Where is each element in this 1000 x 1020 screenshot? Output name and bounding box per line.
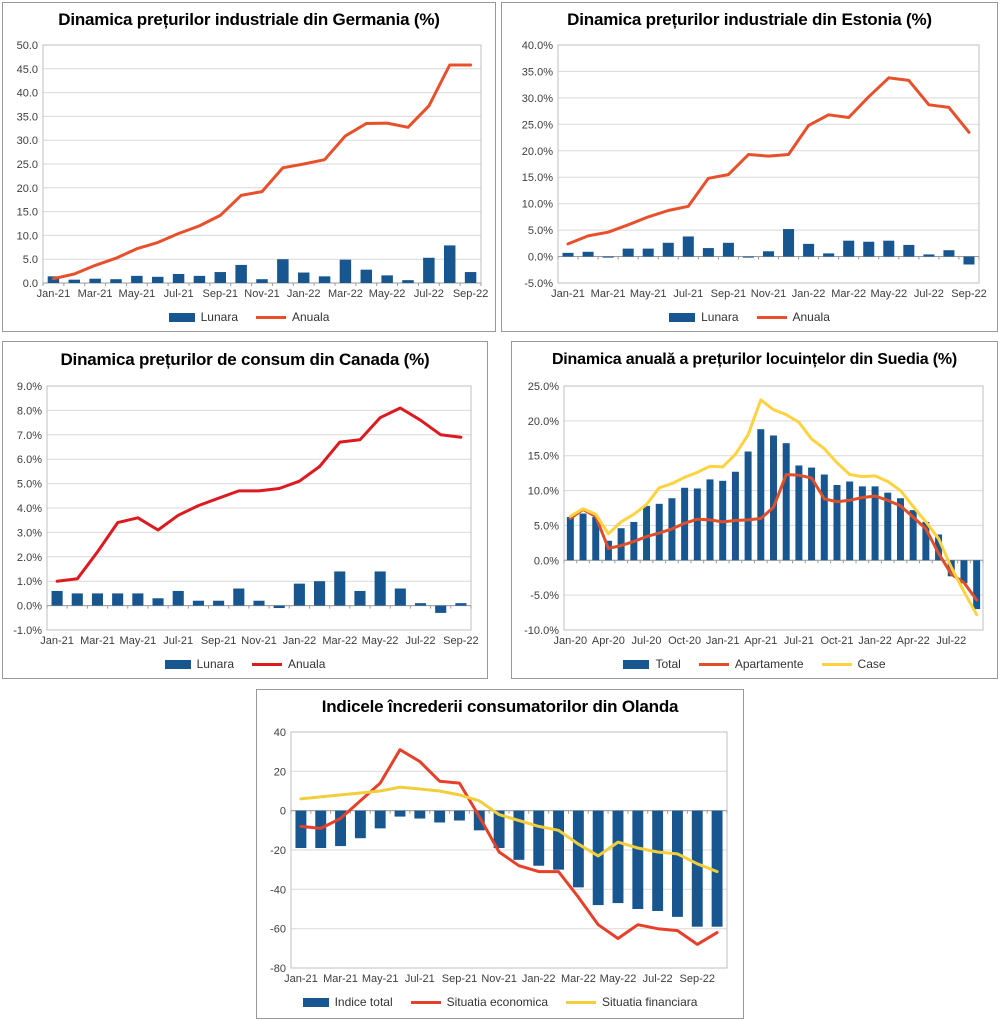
svg-text:40.0: 40.0 [16, 87, 38, 100]
svg-text:0.0%: 0.0% [533, 555, 559, 568]
svg-text:Jul-21: Jul-21 [163, 288, 194, 300]
svg-text:Sep-22: Sep-22 [679, 973, 716, 985]
svg-text:0.0%: 0.0% [527, 251, 553, 264]
chart-title-canada: Dinamica prețurilor de consum din Canada (%) [60, 350, 430, 369]
svg-text:Oct-20: Oct-20 [668, 635, 702, 647]
svg-text:0: 0 [279, 805, 286, 818]
svg-text:Jul-22: Jul-22 [413, 288, 444, 300]
svg-text:3.0%: 3.0% [16, 527, 42, 540]
svg-text:Apr-22: Apr-22 [896, 635, 930, 647]
svg-text:Jul-22: Jul-22 [913, 288, 944, 300]
svg-text:Jul-21: Jul-21 [673, 288, 704, 300]
chart-panel-canada [2, 341, 488, 679]
svg-text:-10.0%: -10.0% [524, 625, 559, 637]
chart-panel-suedia [511, 341, 998, 679]
svg-text:-20: -20 [270, 845, 286, 857]
svg-text:Jan-22: Jan-22 [286, 288, 321, 300]
chart-plot-suedia [512, 378, 997, 650]
svg-text:Mar-22: Mar-22 [327, 288, 363, 300]
svg-text:May-22: May-22 [361, 635, 399, 647]
svg-text:May-21: May-21 [119, 635, 157, 647]
svg-text:May-21: May-21 [118, 288, 156, 300]
svg-text:0.0%: 0.0% [16, 600, 42, 613]
svg-text:Sep-21: Sep-21 [710, 288, 747, 300]
legend-item-situatia-economica [411, 995, 548, 1009]
svg-text:Jul-22: Jul-22 [642, 973, 673, 985]
svg-text:2.0%: 2.0% [16, 551, 42, 564]
svg-text:10.0%: 10.0% [521, 198, 553, 211]
svg-text:May-22: May-22 [870, 288, 908, 300]
legend-line-swatch [822, 663, 852, 666]
legend-bar-swatch [623, 660, 649, 669]
legend-label: Total [655, 657, 681, 671]
chart-legend-germania [3, 303, 495, 331]
svg-text:30.0%: 30.0% [521, 92, 553, 105]
svg-text:-60: -60 [270, 923, 286, 936]
legend-label: Situatia financiara [602, 995, 698, 1009]
legend-item-lunara [165, 657, 234, 671]
svg-text:Nov-21: Nov-21 [750, 288, 787, 300]
legend-line-swatch [256, 316, 286, 319]
legend-label: Lunara [196, 657, 234, 671]
svg-text:-1.0%: -1.0% [13, 625, 42, 637]
svg-text:1.0%: 1.0% [16, 576, 42, 589]
legend-bar-swatch [303, 998, 329, 1007]
legend-label: Anuala [792, 310, 830, 324]
svg-text:35.0: 35.0 [16, 111, 38, 124]
svg-text:Jul-21: Jul-21 [163, 635, 194, 647]
legend-item-indice-total [303, 995, 393, 1009]
svg-text:35.0%: 35.0% [521, 66, 553, 79]
svg-text:Apr-21: Apr-21 [744, 635, 778, 647]
chart-legend-suedia [512, 650, 997, 678]
svg-text:15.0: 15.0 [16, 206, 38, 219]
svg-text:5.0%: 5.0% [16, 478, 42, 491]
svg-text:Jul-20: Jul-20 [631, 635, 662, 647]
chart-title-germania: Dinamica prețurilor industriale din Germania (%) [58, 10, 440, 29]
svg-text:Jul-22: Jul-22 [405, 635, 436, 647]
chart-plot-olanda [257, 724, 743, 988]
chart-panel-estonia [501, 2, 998, 332]
svg-text:15.0%: 15.0% [527, 450, 559, 463]
svg-text:Sep-21: Sep-21 [202, 288, 239, 300]
chart-title-suedia: Dinamica anuală a prețurilor locuințelor din Suedia (%) [551, 351, 958, 368]
svg-text:Sep-22: Sep-22 [951, 288, 987, 300]
svg-text:Jul-21: Jul-21 [783, 635, 814, 647]
legend-line-swatch [699, 663, 729, 666]
svg-text:10.0%: 10.0% [527, 485, 559, 498]
legend-label: Case [857, 657, 886, 671]
svg-text:20.0: 20.0 [16, 182, 38, 195]
svg-text:20.0%: 20.0% [527, 415, 559, 428]
svg-text:Nov-21: Nov-21 [244, 288, 280, 300]
chart-legend-estonia [502, 303, 997, 331]
legend-line-swatch [566, 1001, 596, 1004]
chart-legend-olanda [257, 988, 743, 1016]
svg-text:Mar-21: Mar-21 [590, 288, 626, 300]
svg-text:8.0%: 8.0% [16, 405, 42, 418]
svg-text:Sep-22: Sep-22 [452, 288, 489, 300]
svg-text:-5.0%: -5.0% [524, 278, 553, 290]
svg-text:7.0%: 7.0% [16, 429, 42, 442]
svg-text:10.0: 10.0 [16, 230, 38, 243]
chart-panel-germania [2, 2, 496, 332]
legend-label: Anuala [288, 657, 326, 671]
svg-text:Oct-21: Oct-21 [820, 635, 854, 647]
chart-plot-canada [3, 378, 487, 650]
svg-text:Jan-21: Jan-21 [36, 288, 71, 300]
svg-text:Mar-22: Mar-22 [322, 635, 358, 647]
svg-text:20.0%: 20.0% [521, 145, 553, 158]
legend-item-situatia-financiara [566, 995, 697, 1009]
legend-label: Lunara [200, 310, 238, 324]
legend-bar-swatch [169, 313, 195, 322]
legend-item-total [623, 657, 680, 671]
svg-text:-5.0%: -5.0% [530, 590, 559, 603]
svg-text:5.0%: 5.0% [527, 225, 553, 238]
svg-text:0.0: 0.0 [22, 278, 38, 290]
legend-item-anuala [252, 657, 325, 671]
svg-text:15.0%: 15.0% [521, 172, 553, 185]
svg-text:Jul-21: Jul-21 [404, 973, 435, 985]
svg-text:Jan-22: Jan-22 [282, 635, 317, 647]
legend-line-swatch [252, 663, 282, 666]
svg-text:Jan-20: Jan-20 [553, 635, 588, 647]
svg-text:Mar-21: Mar-21 [80, 635, 115, 647]
legend-item-case [822, 657, 886, 671]
legend-label: Situatia economica [446, 995, 549, 1009]
svg-text:4.0%: 4.0% [16, 503, 42, 515]
svg-text:Mar-21: Mar-21 [323, 973, 358, 985]
legend-line-swatch [757, 316, 787, 319]
legend-item-anuala [757, 310, 830, 324]
legend-bar-swatch [669, 313, 695, 322]
legend-label: Apartamente [734, 657, 804, 671]
svg-text:9.0%: 9.0% [16, 381, 42, 393]
chart-panel-olanda [256, 689, 744, 1019]
svg-text:Sep-22: Sep-22 [443, 635, 479, 647]
svg-text:-80: -80 [270, 963, 286, 975]
svg-text:45.0: 45.0 [16, 63, 38, 76]
svg-text:Apr-20: Apr-20 [591, 635, 625, 647]
svg-text:25.0%: 25.0% [527, 381, 559, 393]
svg-text:Jan-21: Jan-21 [284, 973, 318, 985]
svg-text:Jul-22: Jul-22 [936, 635, 967, 647]
chart-legend-canada [3, 650, 487, 678]
svg-text:Jan-21: Jan-21 [705, 635, 740, 647]
chart-plot-germania [3, 37, 495, 303]
svg-text:May-22: May-22 [599, 973, 637, 985]
svg-text:40: 40 [273, 727, 286, 739]
chart-title-olanda: Indicele încrederii consumatorilor din Olanda [321, 697, 679, 716]
legend-item-lunara [669, 310, 738, 324]
svg-text:Jan-22: Jan-22 [791, 288, 826, 300]
svg-text:Sep-21: Sep-21 [441, 973, 478, 985]
svg-text:30.0: 30.0 [16, 135, 38, 148]
legend-label: Lunara [701, 310, 739, 324]
legend-label: Anuala [292, 310, 330, 324]
svg-text:May-22: May-22 [368, 288, 406, 300]
svg-text:Sep-21: Sep-21 [200, 635, 237, 647]
legend-item-apartamente [699, 657, 804, 671]
svg-text:50.0: 50.0 [16, 40, 38, 52]
legend-bar-swatch [165, 660, 191, 669]
svg-text:Mar-22: Mar-22 [560, 973, 596, 985]
chart-title-estonia: Dinamica prețurilor industriale din Estonia (%) [567, 10, 932, 29]
svg-text:Mar-22: Mar-22 [831, 288, 867, 300]
svg-text:Jan-22: Jan-22 [858, 635, 892, 647]
svg-text:40.0%: 40.0% [521, 40, 553, 52]
svg-text:Jan-21: Jan-21 [40, 635, 74, 647]
chart-plot-estonia [502, 37, 997, 303]
svg-text:Jan-21: Jan-21 [551, 288, 585, 300]
legend-label: Indice total [334, 995, 393, 1009]
svg-text:May-21: May-21 [361, 973, 399, 985]
svg-text:Nov-21: Nov-21 [241, 635, 277, 647]
legend-item-lunara [169, 310, 238, 324]
legend-item-anuala [256, 310, 329, 324]
svg-text:Mar-21: Mar-21 [77, 288, 113, 300]
svg-text:5.0%: 5.0% [533, 520, 559, 533]
svg-text:-40: -40 [270, 884, 286, 897]
svg-text:5.0: 5.0 [22, 254, 38, 267]
svg-text:25.0: 25.0 [16, 159, 38, 171]
svg-text:20: 20 [273, 766, 286, 779]
legend-line-swatch [411, 1001, 441, 1004]
svg-text:25.0%: 25.0% [521, 119, 553, 132]
svg-text:Nov-21: Nov-21 [481, 973, 517, 985]
svg-text:6.0%: 6.0% [16, 454, 42, 467]
svg-text:Jan-22: Jan-22 [521, 973, 556, 985]
svg-text:May-21: May-21 [629, 288, 667, 300]
